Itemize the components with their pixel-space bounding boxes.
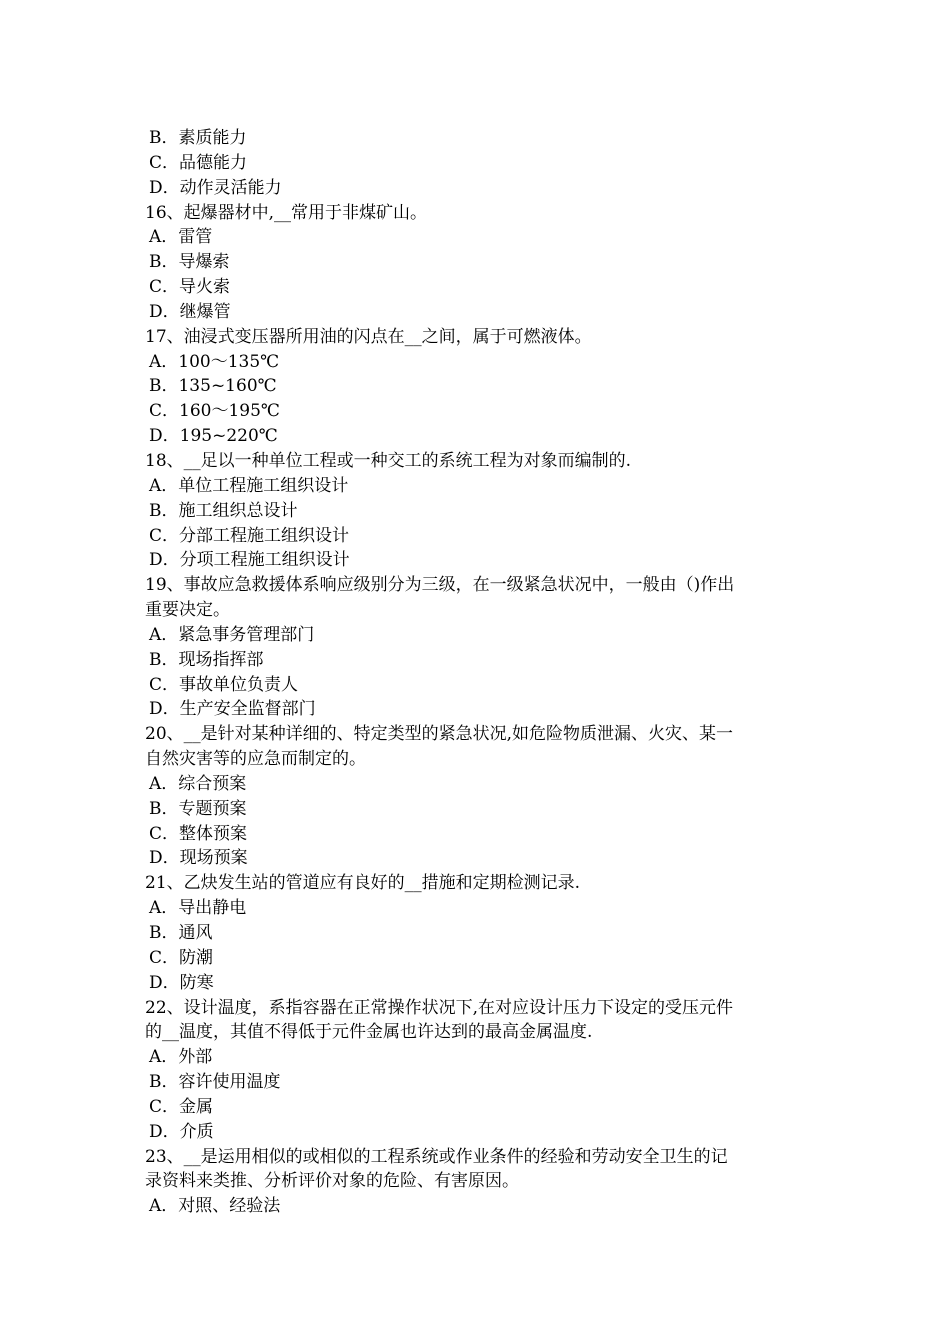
- question-text: 重要决定。: [145, 600, 230, 621]
- answer-option: C．事故单位负责人: [149, 674, 299, 695]
- answer-option: B．素质能力: [149, 128, 247, 148]
- answer-option: D．介质: [149, 1121, 214, 1142]
- answer-option: C．分部工程施工组织设计: [149, 525, 350, 546]
- answer-option: D．生产安全监督部门: [149, 699, 316, 720]
- question-text: 18、__足以一种单位工程或一种交工的系统工程为对象而编制的.: [145, 450, 632, 471]
- question-text: 19、事故应急救援体系响应级别分为三级，在一级紧急状况中，一般由（)作出: [145, 575, 735, 596]
- answer-option: B．135~160℃: [149, 376, 277, 397]
- answer-option: D．防寒: [149, 972, 214, 993]
- question-text: 22、设计温度，系指容器在正常操作状况下,在对应设计压力下设定的受压元件: [145, 997, 734, 1018]
- answer-option: C．品德能力: [149, 152, 248, 173]
- answer-option: A．紧急事务管理部门: [149, 624, 315, 645]
- question-text: 的__温度，其值不得低于元件金属也许达到的最高金属温度.: [145, 1022, 593, 1043]
- answer-option: B．施工组织总设计: [149, 500, 298, 521]
- answer-option: B．专题预案: [149, 798, 247, 819]
- answer-option: B．导爆索: [149, 252, 230, 273]
- answer-option: A．对照、经验法: [149, 1196, 281, 1217]
- answer-option: A．100～135℃: [149, 351, 280, 372]
- answer-option: D．动作灵活能力: [149, 177, 282, 198]
- answer-option: A．单位工程施工组织设计: [149, 475, 349, 496]
- answer-option: A．综合预案: [149, 773, 247, 794]
- question-text: 23、__是运用相似的或相似的工程系统或作业条件的经验和劳动安全卫生的记: [145, 1146, 728, 1167]
- answer-option: D．195~220℃: [149, 426, 278, 447]
- answer-option: B．现场指挥部: [149, 649, 264, 670]
- answer-option: C．金属: [149, 1096, 214, 1117]
- answer-option: D．分项工程施工组织设计: [149, 550, 350, 571]
- question-text: 自然灾害等的应急而制定的。: [145, 749, 366, 770]
- question-text: 16、起爆器材中,__常用于非煤矿山。: [145, 202, 428, 223]
- answer-option: A．雷管: [149, 227, 213, 248]
- answer-option: C．整体预案: [149, 823, 248, 844]
- question-text: 录资料来类推、分析评价对象的危险、有害原因。: [145, 1171, 519, 1192]
- answer-option: C．防潮: [149, 947, 214, 968]
- answer-option: A．导出静电: [149, 898, 247, 919]
- question-text: 21、乙炔发生站的管道应有良好的__措施和定期检测记录.: [145, 873, 581, 894]
- answer-option: D．继爆管: [149, 301, 231, 322]
- document-page: [145, 126, 810, 1219]
- answer-option: B．容许使用温度: [149, 1072, 281, 1093]
- answer-option: A．外部: [149, 1047, 213, 1068]
- question-text: 17、油浸式变压器所用油的闪点在__之间，属于可燃液体。: [145, 326, 592, 347]
- answer-option: D．现场预案: [149, 848, 248, 869]
- question-text: 20、__是针对某种详细的、特定类型的紧急状况,如危险物质泄漏、火灾、某一: [145, 724, 734, 745]
- answer-option: B．通风: [149, 923, 213, 943]
- answer-option: C．导火索: [149, 277, 231, 298]
- answer-option: C．160～195℃: [149, 401, 280, 422]
